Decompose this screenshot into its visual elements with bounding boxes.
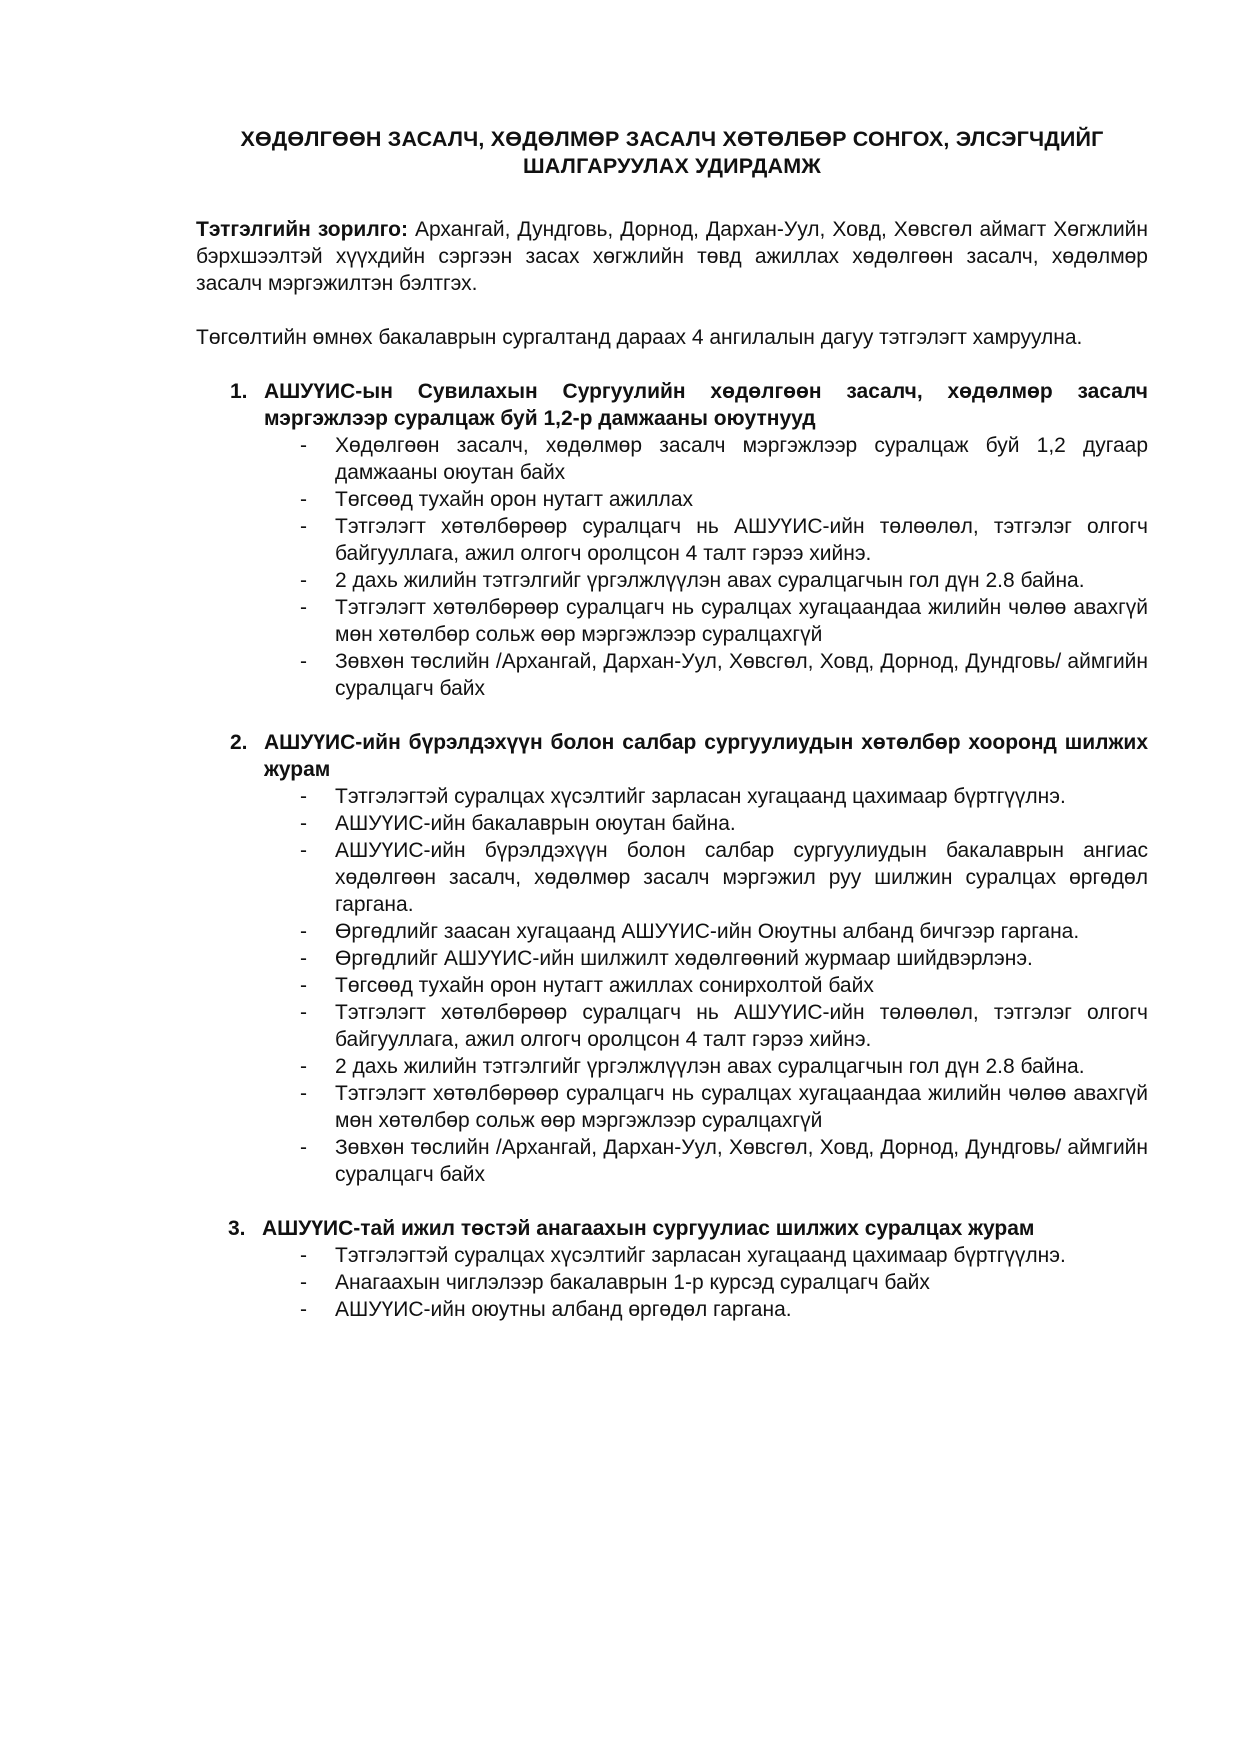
list-item: - Тэтгэлэгтэй суралцах хүсэлтийг зарласан хугацаанд цахимаар бүртгүүлнэ. [300, 785, 1066, 808]
list-item: - АШУҮИС-ийн бакалаврын оюутан байна. [300, 812, 736, 835]
bullet-list [196, 783, 1148, 1188]
dash-bullet: - [300, 920, 307, 943]
dash-bullet: - [300, 839, 307, 862]
list-item: - 2 дахь жилийн тэтгэлгийг үргэлжлүүлэн авах суралцагчын гол дүн 2.8 байна. [300, 1055, 1085, 1078]
intro-paragraph: Төгсөлтийн өмнөх бакалаврын сургалтанд дараах 4 ангилалын дагуу тэтгэлэгт хамруулна. [196, 326, 1083, 349]
list-item: - Төгсөөд тухайн орон нутагт ажиллах сонирхолтой байх [300, 974, 874, 997]
list-item: - АШУҮИС-ийн бүрэлдэхүүн болон салбар сургуулиудын бакалаврын ангиас хөдөлгөөн засалч, хөдөлмөр засалч мэргэжил руу шилжин суралцах өргөдөл гаргана. [300, 839, 1148, 916]
list-item: - Анагаахын чиглэлээр бакалаврын 1-р курсэд суралцагч байх [300, 1271, 930, 1294]
section-heading [196, 378, 1148, 432]
dash-bullet: - [300, 434, 307, 457]
section-number: 3. [228, 1217, 246, 1240]
section-2 [196, 729, 1148, 1188]
list-item: - Тэтгэлэгт хөтөлбөрөөр суралцагч нь АШУҮИС-ийн төлөөлөл, тэтгэлэг олгогч байгууллага, ажил олгогч оролцсон 4 талт гэрээ хийнэ. [300, 1001, 1148, 1051]
dash-bullet: - [300, 1055, 307, 1078]
section-heading-text: АШУҮИС-ын Сувилахын Сургуулийн хөдөлгөөн засалч, хөдөлмөр засалч мэргэжлээр суралцаж буй 1,2-р дамжааны оюутнууд [264, 380, 1148, 430]
title-line-2: ШАЛГАРУУЛАХ УДИРДАМЖ [523, 154, 821, 178]
goal-paragraph [196, 216, 1148, 297]
list-item: - Зөвхөн төслийн /Архангай, Дархан-Уул, Хөвсгөл, Ховд, Дорнод, Дундговь/ аймгийн суралцагч байх [300, 650, 1148, 700]
section-heading-text: АШУҮИС-тай ижил төстэй анагаахын сургуулиас шилжих суралцах журам [262, 1217, 1035, 1240]
section-number: 1. [230, 380, 248, 403]
section-1 [196, 378, 1148, 702]
dash-bullet: - [300, 785, 307, 808]
dash-bullet: - [300, 1298, 307, 1321]
list-item: - Тэтгэлэгт хөтөлбөрөөр суралцагч нь суралцах хугацаандаа жилийн чөлөө авахгүй мөн хөтөлбөр сольж өөр мэргэжлээр суралцахгүй [300, 1082, 1148, 1132]
list-item: - Тэтгэлэгтэй суралцах хүсэлтийг зарласан хугацаанд цахимаар бүртгүүлнэ. [300, 1244, 1066, 1267]
list-item: - Төгсөөд тухайн орон нутагт ажиллах [300, 488, 693, 511]
list-item: - 2 дахь жилийн тэтгэлгийг үргэлжлүүлэн авах суралцагчын гол дүн 2.8 байна. [300, 569, 1085, 592]
goal-text: Архангай, Дундговь, Дорнод, Дархан-Уул, Ховд, Хөвсгөл аймагт Хөгжлийн бэрхшээлтэй хүүхдийн сэргээн засах хөгжлийн төвд ажиллах хөдөлгөөн засалч, хөдөлмөр засалч мэргэжилтэн бэлтгэх. [196, 218, 1148, 295]
bullet-list [196, 1242, 1148, 1323]
dash-bullet: - [300, 515, 307, 538]
dash-bullet: - [300, 569, 307, 592]
list-item: - Өргөдлийг заасан хугацаанд АШУҮИС-ийн Оюутны албанд бичгээр гаргана. [300, 920, 1080, 943]
section-number: 2. [230, 731, 248, 754]
document-title [196, 126, 1148, 180]
section-heading-text: АШУҮИС-ийн бүрэлдэхүүн болон салбар сургуулиудын хөтөлбөр хооронд шилжих журам [264, 731, 1148, 781]
dash-bullet: - [300, 488, 307, 511]
list-item: - АШУҮИС-ийн оюутны албанд өргөдөл гаргана. [300, 1298, 792, 1321]
dash-bullet: - [300, 1001, 307, 1024]
section-3 [196, 1215, 1148, 1323]
list-item: - Тэтгэлэгт хөтөлбөрөөр суралцагч нь АШУҮИС-ийн төлөөлөл, тэтгэлэг олгогч байгууллага, ажил олгогч оролцсон 4 талт гэрээ хийнэ. [300, 515, 1148, 565]
title-line-1: ХӨДӨЛГӨӨН ЗАСАЛЧ, ХӨДӨЛМӨР ЗАСАЛЧ ХӨТӨЛБӨР СОНГОХ, ЭЛСЭГЧДИЙГ [240, 127, 1104, 151]
dash-bullet: - [300, 650, 307, 673]
dash-bullet: - [300, 1244, 307, 1267]
dash-bullet: - [300, 1271, 307, 1294]
goal-label: Тэтгэлгийн зорилго: [196, 218, 408, 241]
dash-bullet: - [300, 974, 307, 997]
section-heading [196, 729, 1148, 783]
list-item: - Өргөдлийг АШУҮИС-ийн шилжилт хөдөлгөөний журмаар шийдвэрлэнэ. [300, 947, 1033, 970]
dash-bullet: - [300, 947, 307, 970]
list-item: - Хөдөлгөөн засалч, хөдөлмөр засалч мэргэжлээр суралцаж буй 1,2 дугаар дамжааны оюутан байх [300, 434, 1148, 484]
list-item: - Тэтгэлэгт хөтөлбөрөөр суралцагч нь суралцах хугацаандаа жилийн чөлөө авахгүй мөн хөтөлбөр сольж өөр мэргэжлээр суралцахгүй [300, 596, 1148, 646]
dash-bullet: - [300, 596, 307, 619]
bullet-list [196, 432, 1148, 702]
document-content [196, 126, 1148, 1350]
section-heading [196, 1215, 1148, 1242]
dash-bullet: - [300, 812, 307, 835]
list-item: - Зөвхөн төслийн /Архангай, Дархан-Уул, Хөвсгөл, Ховд, Дорнод, Дундговь/ аймгийн суралцагч байх [300, 1136, 1148, 1186]
dash-bullet: - [300, 1136, 307, 1159]
dash-bullet: - [300, 1082, 307, 1105]
